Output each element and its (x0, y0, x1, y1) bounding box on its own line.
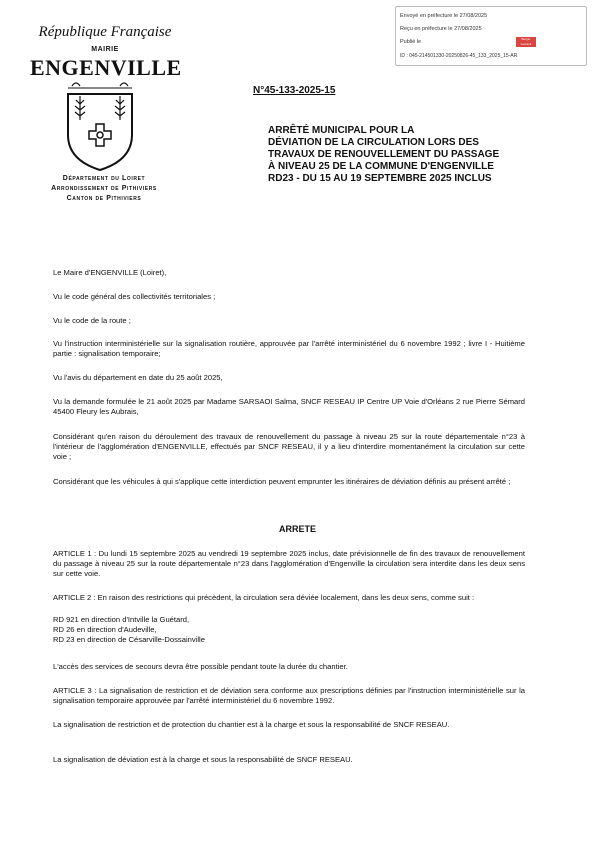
stamp-publie: Publié le (400, 39, 422, 45)
visa-paragraph: Vu le code général des collectivités territoriales ; (53, 292, 216, 301)
list-item: RD 23 en direction de Césarville-Dossainville (53, 635, 205, 644)
commune-name: ENGENVILLE (30, 55, 182, 80)
dept-line: Département du Loiret (62, 175, 146, 182)
dept-line: Arrondissement de Pithiviers (51, 185, 157, 192)
stamp-recu: Reçu en préfecture le 27/08/2025 (400, 26, 482, 32)
republique-label: République Française (38, 24, 172, 40)
considerant-paragraph: Considérant que les véhicules à qui s'applique cette interdiction peuvent emprunter les itinéraires de déviation définis au présent arrêté ; (53, 477, 511, 486)
coat-of-arms-icon (60, 80, 140, 172)
stamp-envoye: Envoyé en préfecture le 27/08/2025 (400, 13, 488, 19)
visa-paragraph: Vu la demande formulée le 21 août 2025 par Madame SARSAOI Salma, SNCF RESEAU IP Centre UP Voie d'Orléans 2 rue Pierre Sémard 45400 Fleury les Aubrais, (53, 397, 525, 416)
visa-paragraph: Vu le code de la route ; (53, 316, 131, 325)
intro-paragraph: Le Maire d'ENGENVILLE (Loiret), (53, 268, 167, 277)
article-3-protection: La signalisation de restriction et de protection du chantier est à la charge et sous la responsabilité de SNCF RESEAU. (53, 720, 450, 729)
title-line: RD23 - DU 15 AU 19 SEPTEMBRE 2025 INCLUS (268, 173, 492, 184)
title-line: TRAVAUX DE RENOUVELLEMENT DU PASSAGE (268, 149, 500, 160)
title-line: À NIVEAU 25 DE LA COMMUNE D'ENGENVILLE (268, 161, 494, 172)
article-2: ARTICLE 2 : En raison des restrictions qui précèdent, la circulation sera déviée localement, dans les deux sens, comme suit : (53, 593, 475, 602)
considerant-paragraph: Considérant qu'en raison du déroulement des travaux de renouvellement du passage à niveau 25 sur la route départementale n°23 à l'intérieur de l'agglomération d'ENGENVILLE, effectués par SNCF RESEAU, il y a lieu d'interdire momentanément la circulation sur cette voie ; (53, 432, 525, 461)
title-line: ARRÊTÉ MUNICIPAL POUR LA (268, 125, 415, 136)
article-2-list (53, 615, 525, 645)
visa-paragraph: Vu l'instruction interministérielle sur la signalisation routière, approuvée par l'arrêté interministériel du 6 novembre 1992 ; livre I - Huitième partie : signalisation temporaire; (53, 339, 525, 358)
arrete-heading: ARRETE (278, 524, 316, 534)
department-block (20, 174, 188, 204)
article-3-deviation: La signalisation de déviation est à la charge et sous la responsabilité de SNCF RESEAU. (53, 755, 353, 764)
stamp-id: ID : 045-214501330-20250826-45_133_2025_15-AR (400, 53, 518, 59)
mairie-label: MAIRIE (91, 46, 119, 53)
dept-line: Canton de Pithiviers (66, 195, 142, 202)
visa-paragraph: Vu l'avis du département en date du 25 août 2025, (53, 373, 223, 382)
decree-title (268, 125, 522, 185)
secours-paragraph: L'accès des services de secours devra être possible pendant toute la durée du chantier. (53, 662, 348, 671)
article-3: ARTICLE 3 : La signalisation de restriction et de déviation sera conforme aux prescriptions définies par l'instruction interministérielle sur la signalisation temporaire approuvée par l'arrêté interministériel du 6 novembre 1992. (53, 686, 525, 705)
prefecture-stamp (395, 6, 587, 66)
article-1: ARTICLE 1 : Du lundi 15 septembre 2025 au vendredi 19 septembre 2025 inclus, date prévisionnelle de fin des travaux de renouvellement du passage à niveau 25 sur la route départementale n°23 dans l'agglomération d'Engenville la circulation sera interdite dans les deux sens sur cette voie. (53, 549, 525, 578)
list-item: RD 921 en direction d'Intville la Guétard, (53, 615, 190, 624)
title-line: DÉVIATION DE LA CIRCULATION LORS DES (268, 137, 479, 148)
decree-number: N°45-133-2025-15 (253, 85, 336, 96)
list-item: RD 26 en direction d'Audeville, (53, 625, 157, 634)
berger-levrault-logo: Berger Levrault (516, 37, 536, 47)
